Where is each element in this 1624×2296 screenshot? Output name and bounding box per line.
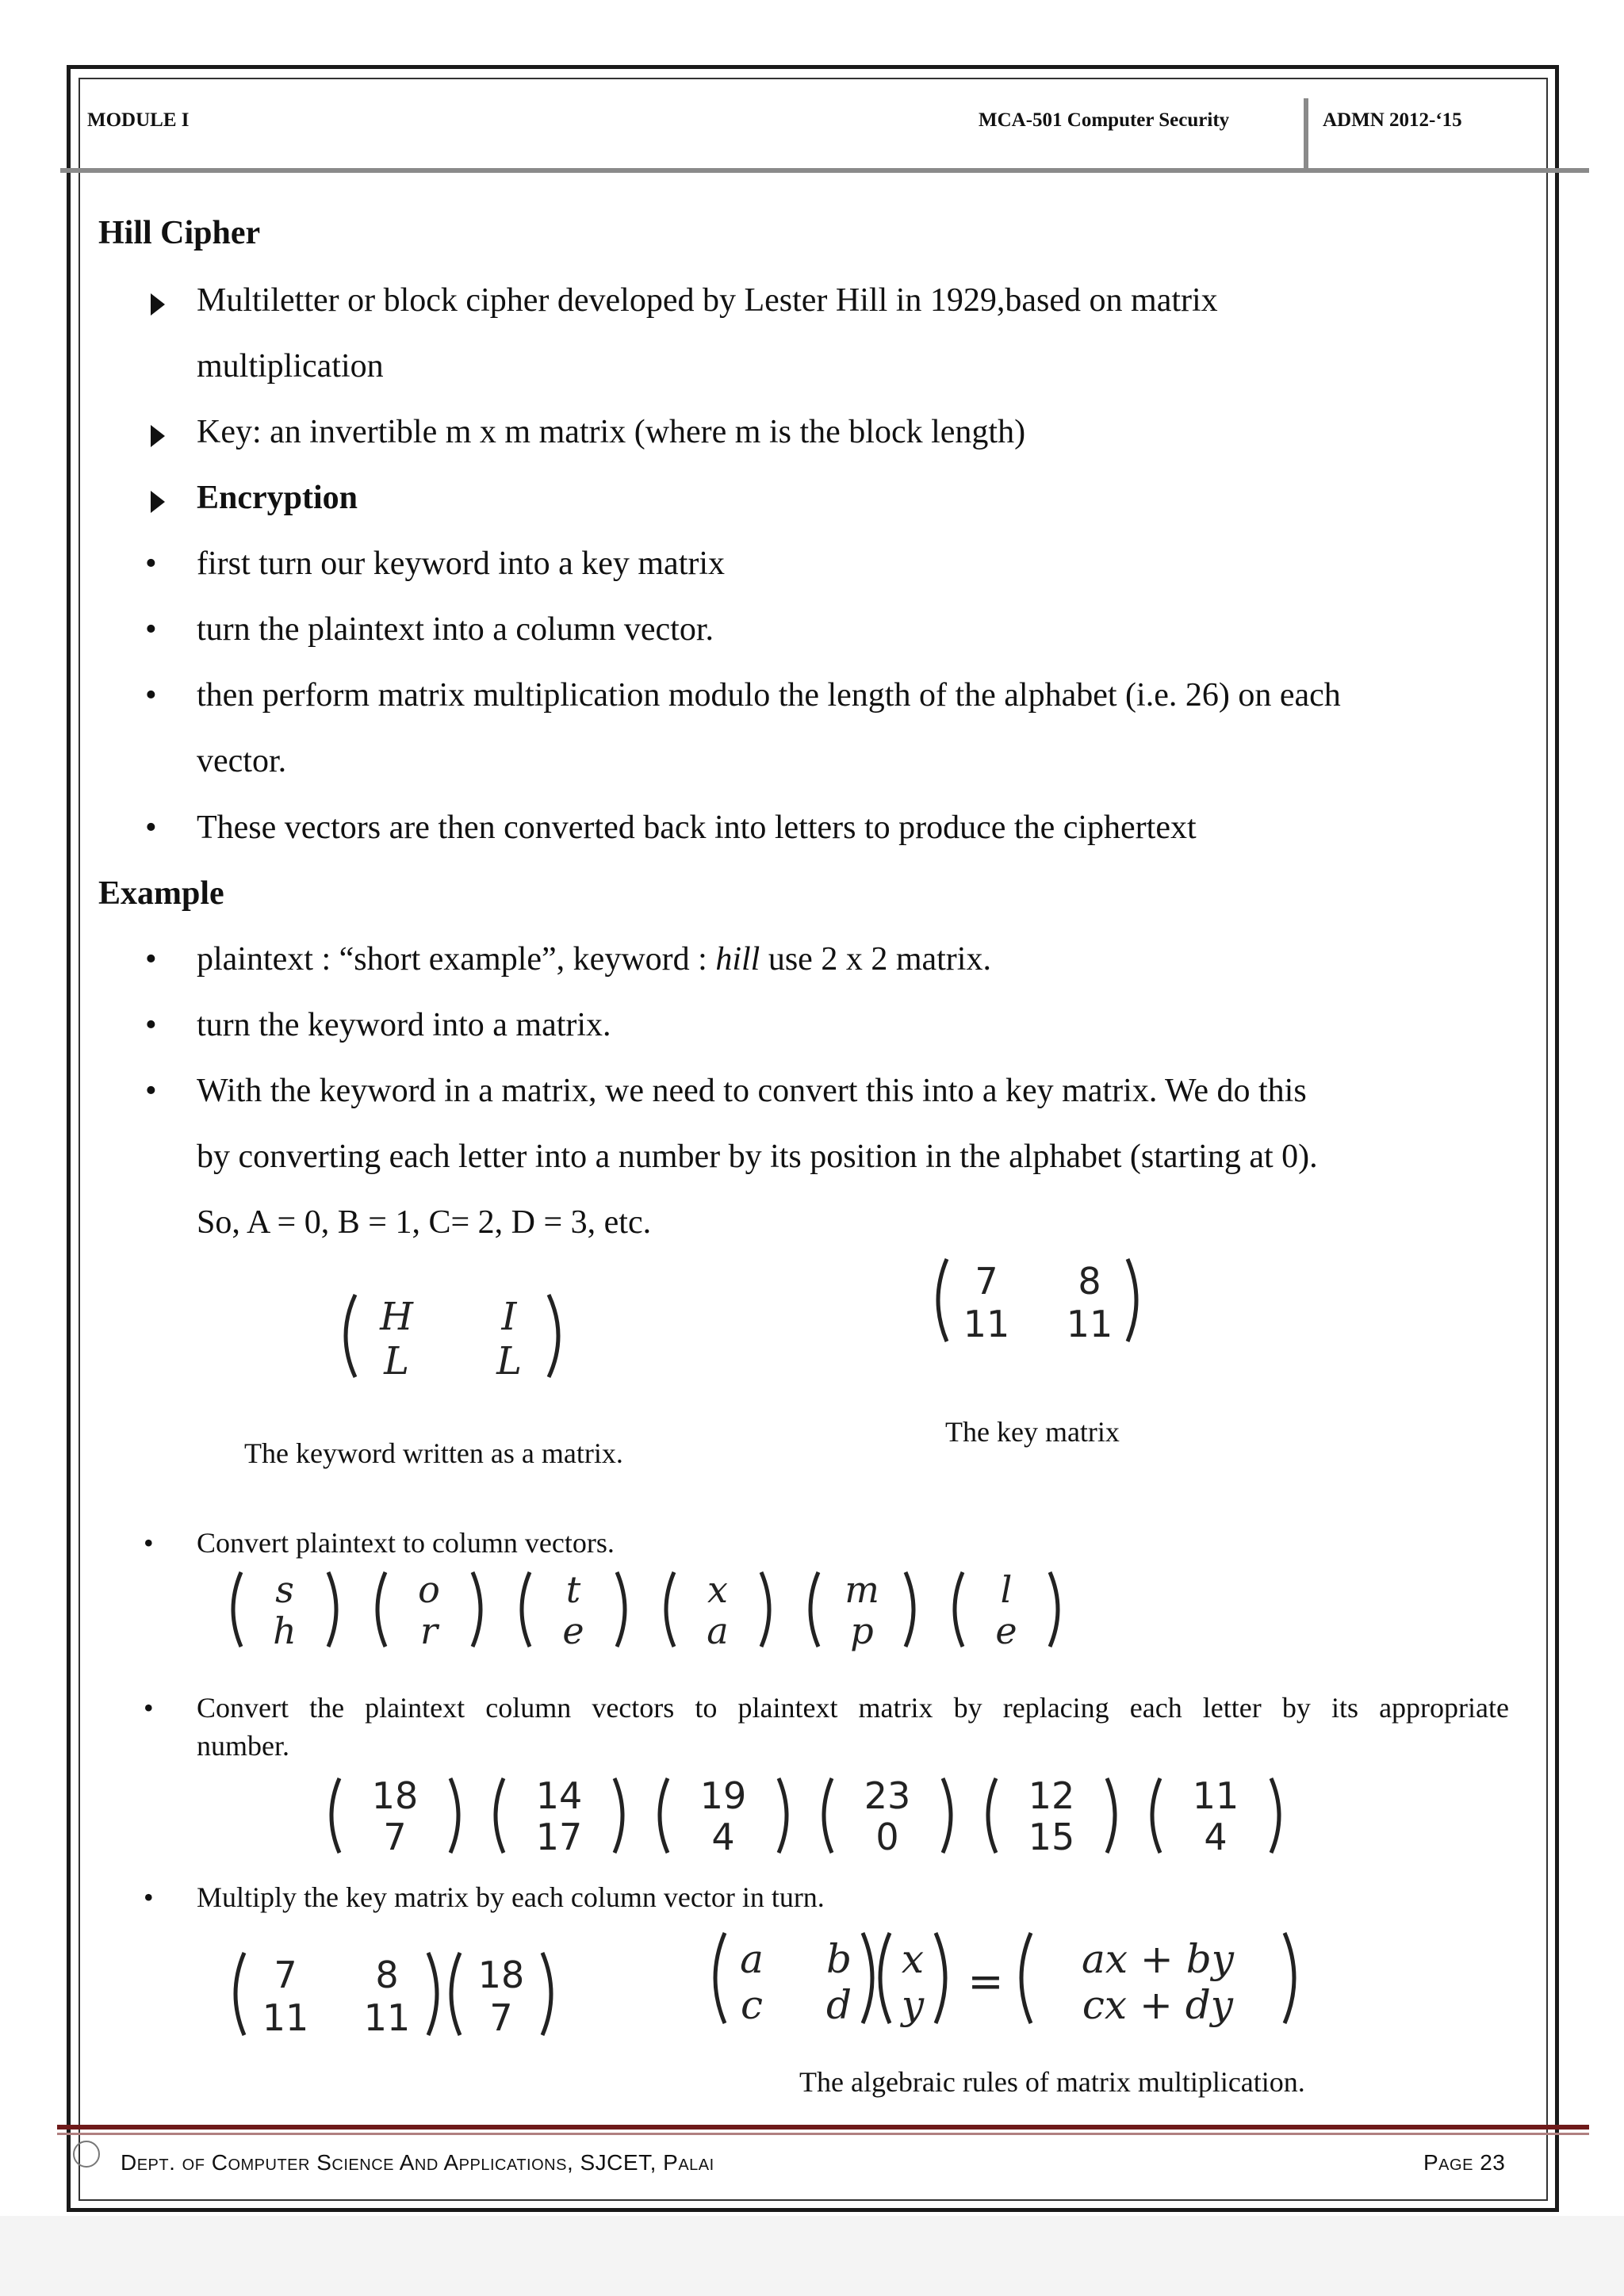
vector-cell: 23 [864, 1774, 911, 1817]
rule-matrix-cell: c [740, 1982, 764, 2028]
footer-rule-thin [57, 2133, 1589, 2135]
example-title: Example [98, 875, 224, 912]
multiply-key-cell: 11 [262, 1996, 309, 2039]
rule-vector-cell: x [901, 1936, 925, 1982]
vector-bracket-left [1152, 1778, 1160, 1853]
vector-cell: m [845, 1568, 879, 1611]
keyword-matrix-cell: L [384, 1339, 409, 1383]
page-margin-bottom [0, 2216, 1624, 2296]
key-matrix-cell: 11 [963, 1303, 1010, 1345]
vector-cell: 11 [1192, 1774, 1239, 1817]
vector-cell: 15 [1028, 1816, 1075, 1858]
keyword-hill: hill [715, 941, 760, 978]
vector-bracket-right [943, 1778, 951, 1853]
vector-bracket-right [1107, 1778, 1115, 1853]
vector-bracket-right [906, 1572, 914, 1647]
vector-cell: 17 [535, 1816, 583, 1858]
vector-bracket-left [660, 1778, 668, 1853]
key-matrix-cell: 7 [975, 1260, 998, 1303]
bullet-dot: • [145, 611, 157, 648]
vector-cell: r [420, 1609, 438, 1652]
bullet-dot: • [145, 677, 157, 714]
numeric-vectors-label: Convert the plaintext column vectors to plaintext matrix by replacing each letter by its appropriate [197, 1692, 1509, 1724]
college-logo-icon [73, 2141, 100, 2168]
vector-cell: 14 [535, 1774, 583, 1817]
rule-result-cell: cx + dy [1082, 1982, 1234, 2028]
bullet-dot: • [144, 1692, 154, 1724]
encryption-step-1: first turn our keyword into a key matrix [197, 545, 726, 582]
vector-bracket-left [331, 1778, 339, 1853]
encryption-step-2: turn the plaintext into a column vector. [197, 611, 714, 648]
equals-sign: = [967, 1957, 1004, 2007]
multiply-vector-cell: 7 [489, 1996, 513, 2039]
rule-result-cell: ax + by [1082, 1936, 1234, 1982]
intro-point-2: Key: an invertible m x m matrix (where m is the block length) [197, 414, 1026, 450]
multiply-example [225, 1946, 606, 2042]
vector-bracket-right [615, 1778, 622, 1853]
bullet-dot: • [145, 1007, 157, 1043]
vector-cell: l [1000, 1568, 1013, 1611]
encryption-step-4: These vectors are then converted back into letters to produce the ciphertext [197, 809, 1197, 846]
vector-bracket-left [824, 1778, 832, 1853]
arrow-bullet-icon [151, 425, 165, 447]
bullet-dot: • [145, 1073, 157, 1109]
vector-cell: t [565, 1568, 581, 1611]
rule-matrix-cell: b [825, 1936, 852, 1982]
bullet-dot: • [144, 1527, 154, 1559]
vector-cell: 7 [383, 1816, 407, 1858]
vector-cell: 0 [875, 1816, 899, 1858]
keyword-matrix-cell: H [380, 1295, 413, 1339]
vector-bracket-left [810, 1572, 818, 1647]
example-point-1-tail: use 2 x 2 matrix. [760, 941, 991, 978]
key-matrix-cell: 11 [1066, 1303, 1113, 1345]
intro-point-encryption: Encryption [197, 480, 358, 516]
bullet-dot: • [144, 1881, 154, 1913]
example-point-3-cont: by converting each letter into a number by its position in the alphabet (starting at 0). [197, 1138, 1318, 1175]
header-rule [60, 168, 1589, 173]
example-point-2: turn the keyword into a matrix. [197, 1007, 611, 1043]
multiply-key-cell: 11 [363, 1996, 411, 2039]
keyword-matrix-cell: L [496, 1339, 522, 1383]
header-course: MCA-501 Computer Security [979, 109, 1230, 131]
header-admn: ADMN 2012-‘15 [1323, 109, 1462, 131]
vector-bracket-right [1050, 1572, 1058, 1647]
footer-rule [57, 2125, 1589, 2130]
section-title: Hill Cipher [98, 215, 261, 251]
bullet-dot: • [145, 545, 157, 582]
vector-cell: 18 [371, 1774, 419, 1817]
vector-cell: h [273, 1609, 297, 1652]
vector-bracket-right [450, 1778, 458, 1853]
multiply-label: Multiply the key matrix by each column vector in turn. [197, 1881, 825, 1913]
arrow-bullet-icon [151, 491, 165, 513]
multiply-vector-cell: 18 [477, 1954, 525, 1996]
example-point-3-cont2: So, A = 0, B = 1, C= 2, D = 3, etc. [197, 1204, 652, 1241]
vector-bracket-left [522, 1572, 530, 1647]
example-point-1-text: plaintext : “short example”, keyword : [197, 941, 716, 978]
footer-page-number: Page 23 [1423, 2150, 1506, 2175]
vector-cell: 4 [1204, 1816, 1228, 1858]
algebraic-rule [704, 1927, 1315, 2030]
rule-matrix-cell: d [825, 1982, 852, 2028]
letter-vectors [225, 1566, 1113, 1653]
vector-cell: e [562, 1609, 584, 1652]
example-point-1 [197, 940, 991, 978]
keyword-matrix [333, 1288, 571, 1383]
bullet-dot: • [145, 809, 157, 846]
rule-matrix-cell: a [740, 1936, 764, 1982]
vector-bracket-left [988, 1778, 996, 1853]
vector-bracket-right [779, 1778, 787, 1853]
key-matrix-caption: The key matrix [945, 1416, 1120, 1448]
vector-cell: p [850, 1609, 874, 1652]
multiply-key-cell: 7 [274, 1954, 297, 1996]
header-separator [1304, 98, 1308, 171]
vector-cell: o [418, 1568, 440, 1611]
vector-cell: a [707, 1609, 729, 1652]
example-point-3: With the keyword in a matrix, we need to convert this into a key matrix. We do this [197, 1073, 1307, 1109]
vector-cell: 4 [711, 1816, 735, 1858]
vector-cell: x [707, 1568, 728, 1611]
vector-bracket-right [328, 1572, 336, 1647]
arrow-bullet-icon [151, 293, 165, 316]
convert-vectors-label: Convert plaintext to column vectors. [197, 1527, 615, 1559]
vector-bracket-right [473, 1572, 481, 1647]
intro-point-1: Multiletter or block cipher developed by Lester Hill in 1929,based on matrix [197, 282, 1218, 319]
algebraic-rule-caption: The algebraic rules of matrix multiplication. [799, 2066, 1305, 2098]
vector-cell: s [275, 1568, 294, 1611]
rule-vector-cell: y [901, 1982, 925, 2028]
vector-cell: e [995, 1609, 1017, 1652]
vector-bracket-left [233, 1572, 241, 1647]
key-matrix-cell: 8 [1078, 1260, 1101, 1303]
footer-department: Dept. of Computer Science And Applications, SJCET, Palai [121, 2150, 714, 2175]
vector-cell: 12 [1028, 1774, 1075, 1817]
vector-bracket-right [1271, 1778, 1279, 1853]
vector-bracket-left [955, 1572, 963, 1647]
vector-cell: 19 [699, 1774, 747, 1817]
encryption-step-3: then perform matrix multiplication modulo the length of the alphabet (i.e. 26) on each [197, 677, 1341, 714]
keyword-matrix-cell: I [501, 1295, 517, 1339]
vector-bracket-right [761, 1572, 769, 1647]
multiply-key-cell: 8 [375, 1954, 399, 1996]
bullet-dot: • [145, 941, 157, 978]
vector-bracket-right [617, 1572, 625, 1647]
vector-bracket-left [377, 1572, 385, 1647]
vector-bracket-left [666, 1572, 674, 1647]
header-module: MODULE I [87, 109, 190, 131]
key-matrix [926, 1253, 1148, 1348]
numeric-vectors-label-cont: number. [197, 1730, 289, 1762]
keyword-matrix-caption: The keyword written as a matrix. [244, 1437, 623, 1469]
intro-point-1-cont: multiplication [197, 348, 384, 385]
encryption-step-3-cont: vector. [197, 743, 287, 779]
vector-bracket-left [496, 1778, 504, 1853]
numeric-vectors [324, 1772, 1307, 1859]
